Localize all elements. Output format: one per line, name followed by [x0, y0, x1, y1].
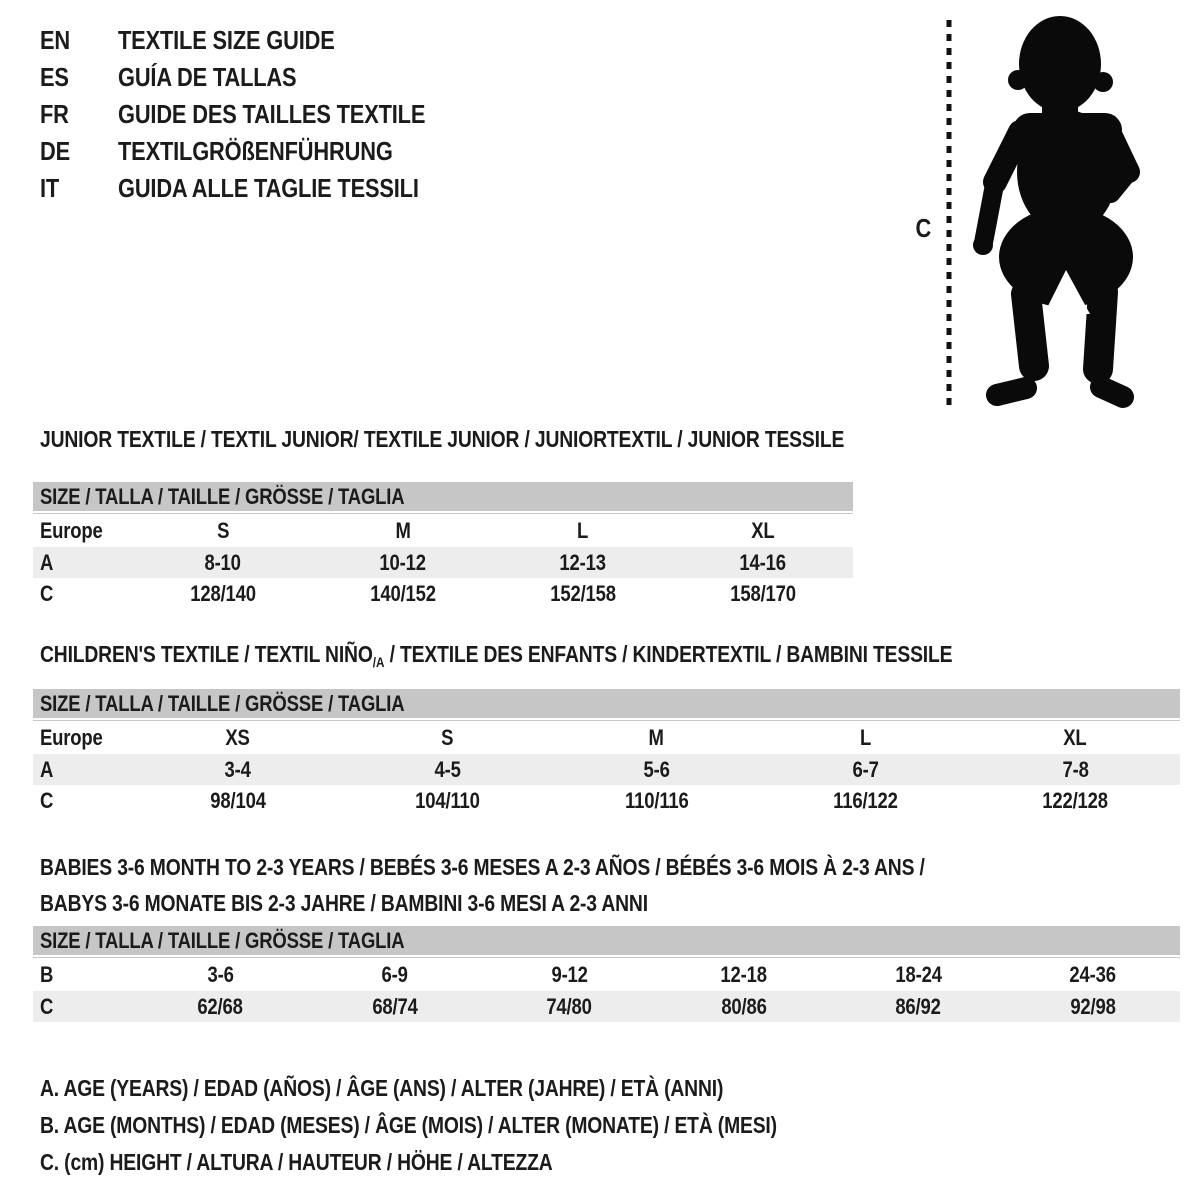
table-row	[33, 547, 853, 578]
size-cell: 14-16	[739, 549, 787, 575]
size-cell: XL	[1063, 724, 1087, 750]
language-title-row	[40, 22, 484, 59]
row-cells	[133, 754, 1180, 785]
row-cells	[133, 721, 1180, 754]
children-title-post: / TEXTILE DES ENFANTS / KINDERTEXTIL / BAMBINI TESSILE	[384, 641, 953, 667]
junior-section-title: JUNIOR TEXTILE / TEXTIL JUNIOR/ TEXTILE JUNIOR / JUNIORTEXTIL / JUNIOR TESSILE	[40, 426, 845, 452]
size-cell: S	[216, 517, 230, 543]
row-label: C	[40, 993, 54, 1019]
size-cell: 128/140	[190, 580, 256, 606]
size-cell: 7-8	[1062, 756, 1089, 782]
language-title-row	[40, 96, 484, 133]
babies-title-line-1: BABIES 3-6 MONTH TO 2-3 YEARS / BEBÉS 3-6 MESES A 2-3 AÑOS / BÉBÉS 3-6 MOIS À 2-3 ANS /	[40, 854, 925, 880]
table-row	[33, 754, 1180, 785]
children-size-table	[33, 689, 1180, 816]
row-cells	[133, 991, 1180, 1022]
size-cell: XS	[225, 724, 250, 750]
size-cell: 3-6	[207, 961, 234, 987]
language-code: EN	[40, 25, 71, 55]
size-cell: 140/152	[370, 580, 436, 606]
size-cell: 12-13	[559, 549, 607, 575]
size-cell: 10-12	[379, 549, 427, 575]
children-table-rows	[33, 721, 1180, 816]
table-row	[33, 785, 1180, 816]
table-row	[33, 578, 853, 609]
language-title-row	[40, 133, 484, 170]
size-cell: 110/116	[624, 787, 689, 813]
row-cells	[133, 514, 853, 547]
language-title: GUIDA ALLE TAGLIE TESSILI	[118, 173, 419, 203]
row-cells	[133, 958, 1180, 991]
size-cell: L	[860, 724, 872, 750]
size-cell: M	[395, 517, 411, 543]
size-cell: 92/98	[1070, 993, 1116, 1019]
language-code: DE	[40, 136, 71, 166]
size-cell: 62/68	[197, 993, 243, 1019]
row-label: A	[40, 756, 54, 782]
size-cell: XL	[751, 517, 775, 543]
language-title-row	[40, 59, 484, 96]
table-row	[33, 958, 1180, 991]
language-title: GUÍA DE TALLAS	[118, 62, 297, 92]
size-cell: 116/122	[833, 787, 899, 813]
table-row	[33, 721, 1180, 754]
language-code: IT	[40, 173, 60, 203]
size-cell: 4-5	[433, 756, 461, 782]
size-cell: L	[577, 517, 589, 543]
row-label: B	[40, 961, 54, 987]
size-cell: 3-4	[224, 756, 251, 782]
row-label: C	[40, 580, 54, 606]
size-cell: 122/128	[1042, 787, 1109, 813]
height-c-label: C	[915, 213, 932, 243]
legend-line: A. AGE (YEARS) / EDAD (AÑOS) / ÂGE (ANS) / ALTER (JAHRE) / ETÀ (ANNI)	[40, 1075, 724, 1101]
toddler-silhouette-icon	[973, 16, 1133, 397]
size-cell: 104/110	[414, 787, 480, 813]
size-cell: 24-36	[1069, 961, 1116, 987]
table-row	[33, 514, 853, 547]
table-row	[33, 991, 1180, 1022]
size-cell: 80/86	[721, 993, 767, 1019]
size-cell: 8-10	[204, 549, 242, 575]
row-label: Europe	[40, 724, 103, 750]
size-cell: 86/92	[895, 993, 941, 1019]
legend-line: B. AGE (MONTHS) / EDAD (MESES) / ÂGE (MOIS) / ALTER (MONATE) / ETÀ (MESI)	[40, 1112, 777, 1138]
language-title: GUIDE DES TAILLES TEXTILE	[118, 99, 426, 129]
language-title-list	[40, 22, 484, 207]
size-header-bar: SIZE / TALLA / TAILLE / GRÖSSE / TAGLIA	[33, 926, 1180, 955]
size-cell: 6-9	[381, 961, 408, 987]
row-label: C	[40, 787, 54, 813]
language-code: ES	[40, 62, 69, 92]
language-title: TEXTILGRÖßENFÜHRUNG	[118, 136, 393, 166]
measurement-legend	[40, 1070, 917, 1181]
size-cell: 12-18	[720, 961, 767, 987]
language-code: FR	[40, 99, 69, 129]
size-cell: 158/170	[730, 580, 796, 606]
size-cell: 74/80	[546, 993, 592, 1019]
junior-table-rows	[33, 514, 853, 609]
babies-table-rows	[33, 958, 1180, 1022]
row-cells	[133, 547, 853, 578]
row-cells	[133, 578, 853, 609]
size-cell: 6-7	[852, 756, 880, 782]
babies-size-table	[33, 926, 1180, 1022]
language-title-row	[40, 170, 484, 207]
size-cell: S	[441, 724, 454, 750]
language-title: TEXTILE SIZE GUIDE	[118, 25, 335, 55]
row-label: Europe	[40, 517, 103, 543]
legend-line: C. (cm) HEIGHT / ALTURA / HAUTEUR / HÖHE / ALTEZZA	[40, 1149, 553, 1175]
size-cell: 18-24	[895, 961, 942, 987]
size-header-bar: SIZE / TALLA / TAILLE / GRÖSSE / TAGLIA	[33, 689, 1180, 718]
children-title-pre: CHILDREN'S TEXTILE / TEXTIL NIÑO	[40, 641, 373, 667]
size-cell: 98/104	[209, 787, 266, 813]
size-cell: M	[648, 724, 665, 750]
size-cell: 5-6	[643, 756, 670, 782]
size-cell: 152/158	[550, 580, 616, 606]
size-cell: 9-12	[551, 961, 588, 987]
row-cells	[133, 785, 1180, 816]
row-label: A	[40, 549, 54, 575]
size-header-bar: SIZE / TALLA / TAILLE / GRÖSSE / TAGLIA	[33, 482, 853, 511]
junior-size-table	[33, 482, 853, 609]
size-cell: 68/74	[372, 993, 418, 1019]
babies-title-line-2: BABYS 3-6 MONATE BIS 2-3 JAHRE / BAMBINI 3-6 MESI A 2-3 ANNI	[40, 890, 648, 916]
babies-section-title	[40, 849, 1093, 921]
child-height-figure	[935, 8, 1145, 420]
children-section-title	[40, 641, 1126, 668]
children-title-subscript: /A	[372, 654, 385, 670]
